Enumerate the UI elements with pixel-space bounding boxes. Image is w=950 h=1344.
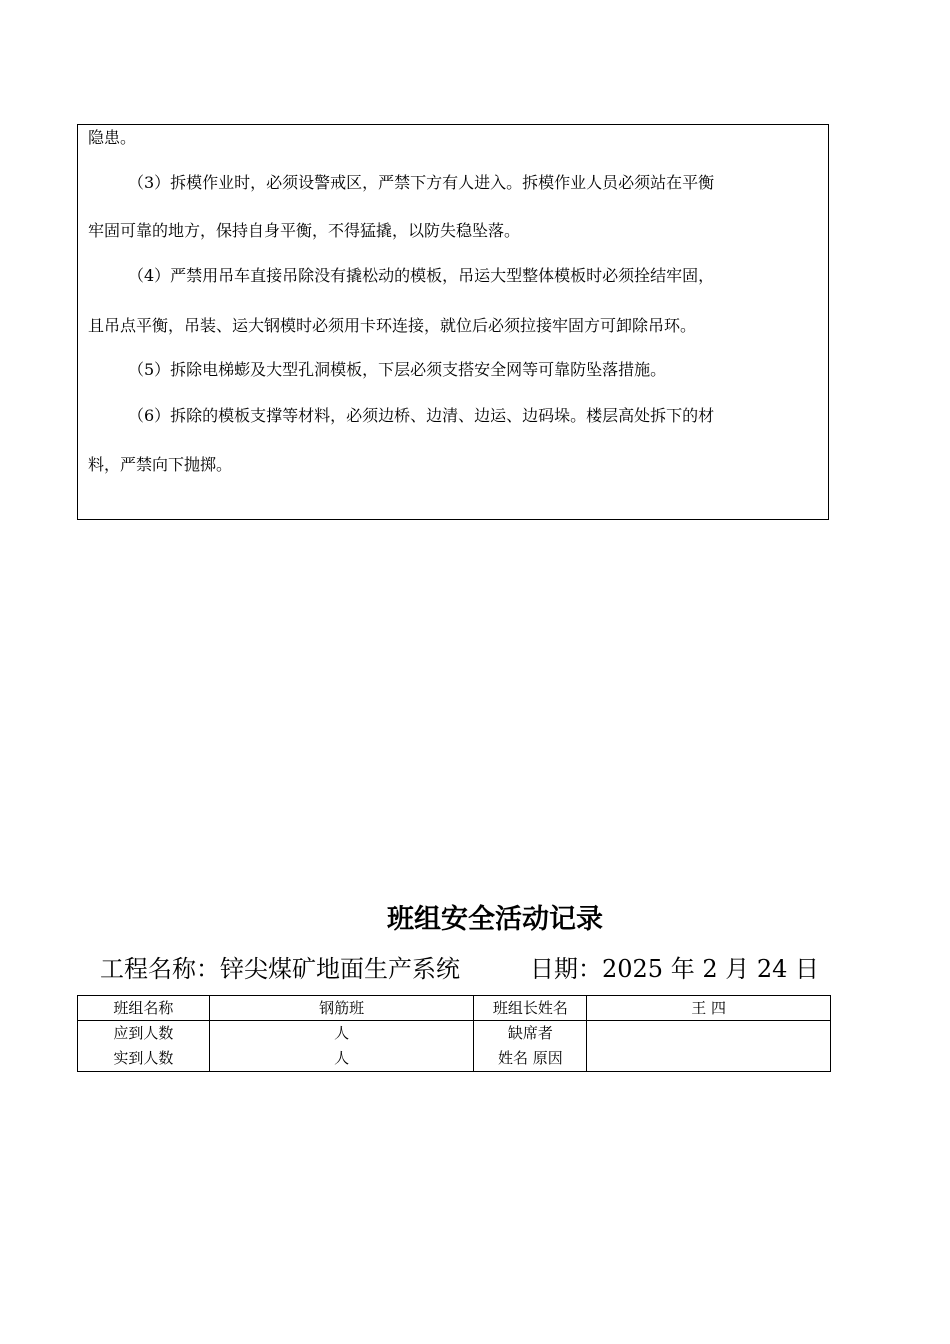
absent-details-cell <box>587 1021 831 1072</box>
headcount-labels-cell <box>78 1021 210 1072</box>
absent-sub-label: 姓名 原因 <box>497 1049 563 1067</box>
text-line: 隐患。 <box>88 128 137 147</box>
team-info-table <box>77 995 831 1072</box>
table-row <box>78 996 831 1021</box>
actual-count-label: 实到人数 <box>113 1049 174 1067</box>
text-line: 料，严禁向下抛掷。 <box>88 455 233 474</box>
text-line: 且吊点平衡，吊装、运大钢模时必须用卡环连接，就位后必须拉接牢固方可卸除吊环。 <box>88 316 697 335</box>
headcount-values-cell <box>209 1021 474 1072</box>
safety-measures-box <box>77 124 829 520</box>
absent-label: 缺席者 <box>507 1024 553 1042</box>
leader-label: 班组长姓名 <box>474 996 587 1021</box>
project-name: 工程名称：锌尖煤矿地面生产系统 <box>100 955 460 983</box>
text-line: （6）拆除的模板支撑等材料，必须边桥、边清、边运、边码垛。楼层高处拆下的材 <box>128 406 715 425</box>
team-name-label: 班组名称 <box>78 996 210 1021</box>
text-line: （3）拆模作业时，必须设警戒区，严禁下方有人进入。拆模作业人员必须站在平衡 <box>128 173 715 192</box>
leader-value: 王 四 <box>587 996 831 1021</box>
actual-count-unit: 人 <box>334 1049 350 1067</box>
expected-count-unit: 人 <box>334 1024 350 1042</box>
table-row <box>78 1021 831 1072</box>
text-line: （5）拆除电梯蟛及大型孔洞模板，下层必须支搭安全网等可靠防坠落措施。 <box>128 360 667 379</box>
absent-labels-cell <box>474 1021 587 1072</box>
record-date: 日期：2025 年 2 月 24 日 <box>530 955 820 983</box>
text-line: （4）严禁用吊车直接吊除没有撬松动的模板，吊运大型整体模板时必须拴结牢固， <box>128 266 715 285</box>
text-line: 牢固可靠的地方，保持自身平衡，不得猛撬，以防失稳坠落。 <box>88 221 521 240</box>
expected-count-label: 应到人数 <box>113 1024 174 1042</box>
team-name-value: 钢筋班 <box>209 996 474 1021</box>
page-title: 班组安全活动记录 <box>387 904 603 935</box>
